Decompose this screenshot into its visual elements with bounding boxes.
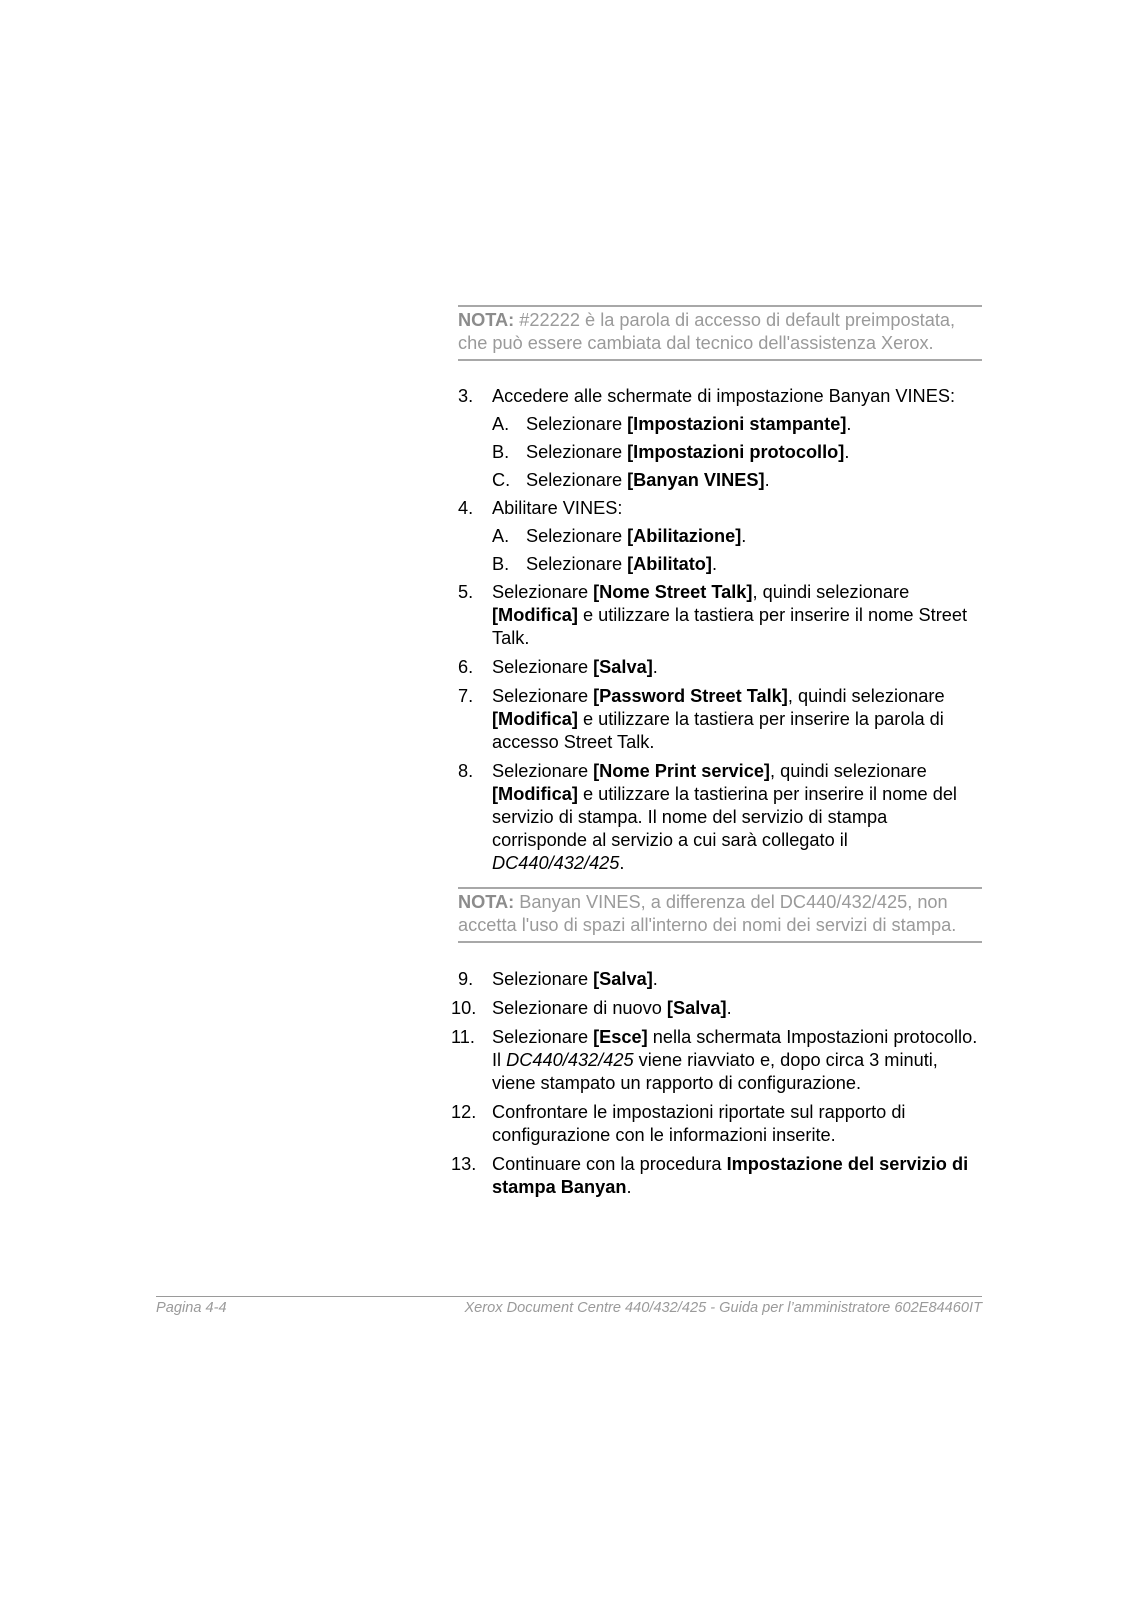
- menu-item-name: [Modifica]: [492, 605, 578, 625]
- substep-4a: [458, 525, 982, 548]
- product-name: DC440/432/425: [506, 1050, 634, 1070]
- step-number: 8.: [458, 761, 474, 781]
- step-13: [451, 1153, 982, 1199]
- substep-text: Selezionare: [526, 554, 628, 574]
- step-number: 5.: [458, 582, 474, 602]
- step-10: [451, 997, 982, 1020]
- substep-letter: A.: [492, 526, 510, 546]
- note-text: #22222 è la parola di accesso di default preimpostata, che può essere cambiata dal tecnico dell'assistenza Xerox.: [458, 310, 956, 353]
- step-text: Abilitare VINES:: [492, 498, 623, 518]
- punctuation: .: [846, 414, 852, 434]
- menu-item-name: [Abilitazione]: [627, 526, 742, 546]
- step-number: 6.: [458, 657, 474, 677]
- punctuation: .: [711, 554, 718, 574]
- step-text: Selezionare: [492, 657, 594, 677]
- step-3: [458, 385, 982, 408]
- punctuation: .: [741, 526, 747, 546]
- page-footer: [156, 1296, 982, 1319]
- punctuation: .: [764, 470, 770, 490]
- substep-letter: B.: [492, 442, 510, 462]
- menu-item-name: [Salva]: [666, 998, 727, 1018]
- step-text: , quindi selezionare: [752, 582, 910, 602]
- menu-item-name: [Modifica]: [492, 709, 578, 729]
- step-text: Selezionare: [492, 969, 594, 989]
- step-text: Accedere alle schermate di impostazione Banyan VINES:: [492, 386, 956, 406]
- step-11: [451, 1026, 982, 1095]
- step-text: Continuare con la procedura: [492, 1154, 727, 1174]
- menu-item-name: [Esce]: [593, 1027, 648, 1047]
- step-text: Selezionare: [492, 686, 594, 706]
- step-number: 4.: [458, 498, 474, 518]
- substep-letter: B.: [492, 554, 510, 574]
- step-8: [458, 760, 982, 875]
- step-number: 13.: [451, 1154, 477, 1174]
- menu-item-name: [Impostazioni protocollo]: [627, 442, 845, 462]
- step-text: e utilizzare la tastiera per inserire la parola di accesso Street Talk.: [492, 709, 944, 752]
- substep-4b: [458, 553, 982, 576]
- step-text: , quindi selezionare: [770, 761, 927, 781]
- step-5: [458, 581, 982, 650]
- step-number: 12.: [451, 1102, 477, 1122]
- note-label: NOTA:: [458, 892, 515, 912]
- step-6: [458, 656, 982, 679]
- menu-item-name: [Nome Print service]: [593, 761, 770, 781]
- punctuation: .: [619, 853, 625, 873]
- substep-text: Selezionare: [526, 414, 628, 434]
- punctuation: .: [844, 442, 850, 462]
- step-number: 10.: [451, 998, 477, 1018]
- step-text: Selezionare: [492, 761, 594, 781]
- menu-item-name: [Password Street Talk]: [593, 686, 788, 706]
- substep-letter: C.: [492, 470, 511, 490]
- punctuation: .: [652, 657, 658, 677]
- menu-item-name: [Salva]: [593, 657, 653, 677]
- step-number: 9.: [458, 969, 474, 989]
- step-number: 7.: [458, 686, 474, 706]
- menu-item-name: [Modifica]: [492, 784, 578, 804]
- note-box: [458, 887, 982, 943]
- punctuation: .: [726, 998, 732, 1018]
- page-number: Pagina 4-4: [156, 1300, 227, 1316]
- substep-3c: [458, 469, 982, 492]
- main-content: [451, 305, 982, 1199]
- step-text: Selezionare: [492, 582, 594, 602]
- substep-letter: A.: [492, 414, 510, 434]
- step-text: , quindi selezionare: [787, 686, 945, 706]
- step-text: e utilizzare la tastiera per inserire il nome Street Talk.: [492, 605, 968, 648]
- substep-3b: [458, 441, 982, 464]
- menu-item-name: [Banyan VINES]: [627, 470, 765, 490]
- step-text: Selezionare di nuovo: [492, 998, 667, 1018]
- step-text: nella schermata Impostazioni protocollo. Il: [492, 1027, 978, 1070]
- product-name: DC440/432/425: [492, 853, 620, 873]
- step-9: [458, 968, 982, 991]
- step-text: Selezionare: [492, 1027, 594, 1047]
- document-title: Xerox Document Centre 440/432/425 - Guida per l’amministratore 602E84460IT: [464, 1300, 982, 1316]
- substep-text: Selezionare: [526, 470, 628, 490]
- step-12: [451, 1101, 982, 1147]
- step-4: [458, 497, 982, 520]
- note-label: NOTA:: [458, 310, 515, 330]
- step-text: e utilizzare la tastierina per inserire il nome del servizio di stampa. Il nome del servizio di stampa corrisponde al servizio a cui sarà collegato il: [492, 784, 957, 850]
- substep-text: Selezionare: [526, 526, 628, 546]
- menu-item-name: [Impostazioni stampante]: [627, 414, 847, 434]
- procedure-name: Impostazione del servizio di stampa Banyan: [492, 1154, 969, 1197]
- step-text: Confrontare le impostazioni riportate sul rapporto di configurazione con le informazioni inserite.: [492, 1102, 906, 1145]
- step-7: [458, 685, 982, 754]
- menu-item-name: [Nome Street Talk]: [593, 582, 753, 602]
- step-number: 3.: [458, 386, 474, 406]
- punctuation: .: [652, 969, 658, 989]
- note-box: [458, 305, 982, 361]
- punctuation: .: [626, 1177, 632, 1197]
- substep-text: Selezionare: [526, 442, 628, 462]
- menu-item-name: [Abilitato]: [627, 554, 712, 574]
- menu-item-name: [Salva]: [593, 969, 653, 989]
- step-text: viene riavviato e, dopo circa 3 minuti, viene stampato un rapporto di configurazione.: [492, 1050, 938, 1093]
- step-number: 11.: [451, 1027, 475, 1047]
- note-text: Banyan VINES, a differenza del DC440/432/425, non accetta l'uso di spazi all'interno dei nomi dei servizi di stampa.: [458, 892, 957, 935]
- substep-3a: [458, 413, 982, 436]
